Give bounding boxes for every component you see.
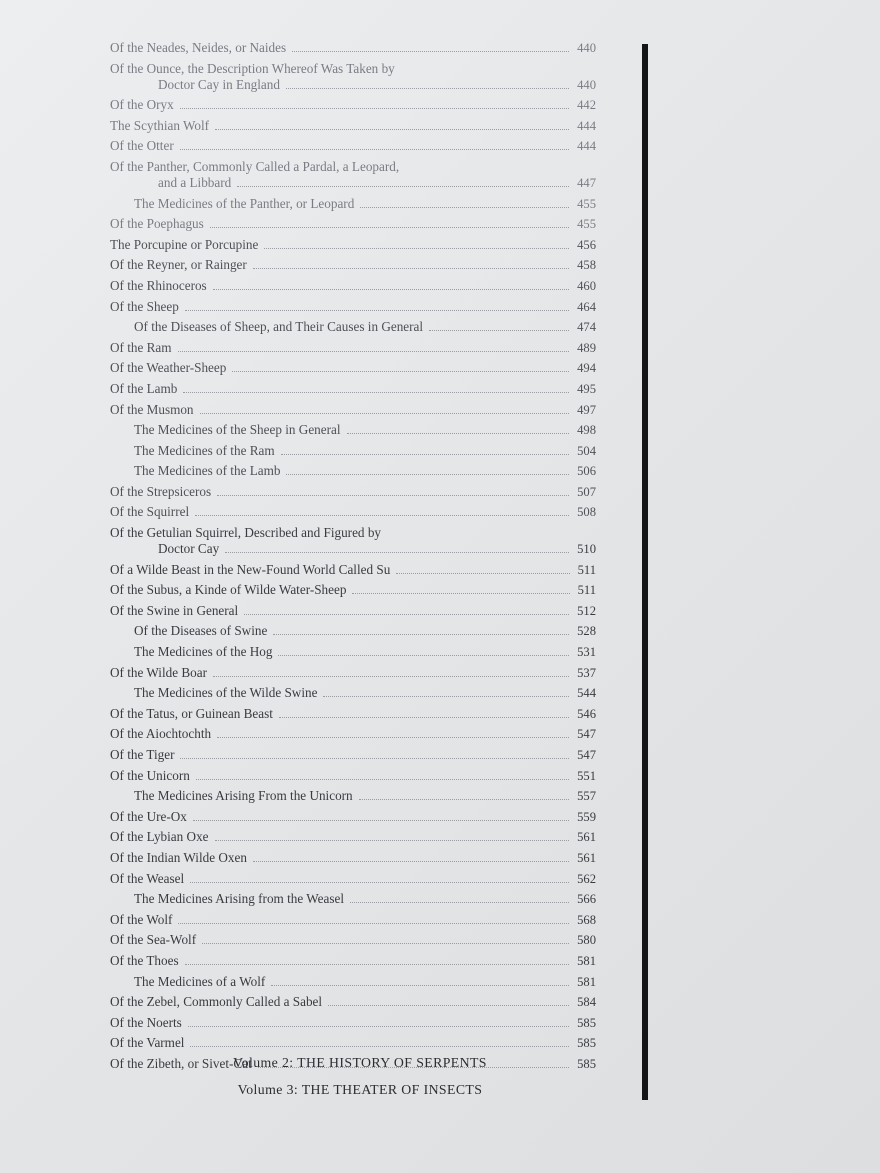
toc-entry-page: 547 — [577, 727, 596, 742]
dot-leader — [180, 758, 569, 759]
dot-leader — [273, 634, 569, 635]
dot-leader — [359, 799, 569, 800]
toc-entry — [110, 463, 610, 479]
toc-entry-page: 444 — [577, 118, 596, 133]
toc-entry — [110, 525, 610, 557]
toc-entry-page: 440 — [577, 77, 596, 92]
toc-entry-title — [110, 278, 556, 294]
toc-entry-title — [110, 953, 556, 969]
toc-entry — [110, 768, 610, 784]
toc-entry-page: 494 — [577, 361, 596, 376]
toc-entry-page: 464 — [577, 299, 596, 314]
dot-leader — [215, 129, 569, 130]
toc-entry-title-line: Of the Neades, Neides, or Naides — [110, 40, 287, 55]
toc-entry — [110, 644, 610, 660]
dot-leader — [286, 474, 569, 475]
toc-entry-page: 498 — [577, 423, 596, 438]
toc-entry — [110, 159, 610, 191]
toc-entry-title — [110, 257, 556, 273]
dot-leader — [264, 248, 569, 249]
toc-entry — [110, 788, 610, 804]
toc-entry-title-line: Of the Ounce, the Description Whereof Was Taken by — [110, 60, 395, 76]
toc-entry-title — [110, 484, 556, 500]
toc-entry-page: 580 — [577, 933, 596, 948]
toc-entry — [110, 623, 610, 639]
dot-leader — [210, 227, 569, 228]
toc-entry-title-line: Of the Subus, a Kinde of Wilde Water-Sheep — [110, 582, 347, 598]
toc-entry-title — [110, 994, 556, 1010]
dot-leader — [190, 882, 569, 883]
toc-entry — [110, 809, 610, 825]
toc-entry-page: 510 — [577, 542, 596, 557]
dot-leader — [188, 1026, 569, 1027]
toc-entry-page: 584 — [577, 995, 596, 1010]
dot-leader — [185, 964, 569, 965]
toc-entry-title-continuation: and a Libbard — [158, 174, 232, 190]
toc-entry-title — [110, 40, 556, 56]
dot-leader — [185, 310, 569, 311]
toc-entry — [110, 118, 610, 134]
toc-entry — [110, 932, 610, 948]
toc-entry-page: 455 — [577, 217, 596, 232]
toc-entry — [110, 1035, 610, 1051]
dot-leader — [225, 552, 569, 553]
toc-entry-title-line: Of the Tatus, or Guinean Beast — [110, 705, 273, 721]
toc-entry — [110, 665, 610, 681]
toc-entry-page: 562 — [577, 871, 596, 886]
toc-entry-title-line: Of the Panther, Commonly Called a Pardal, a Leopard, — [110, 158, 400, 174]
toc-entry-title — [110, 360, 556, 376]
toc-entry-title — [110, 871, 556, 887]
toc-entry-title-line: Of the Tiger — [110, 747, 175, 762]
dot-leader — [217, 737, 569, 738]
toc-entry-page: 585 — [577, 1056, 596, 1071]
toc-entry-page: 568 — [577, 912, 596, 927]
toc-entry-title-line: Of the Swine in General — [110, 602, 239, 618]
toc-entry-title — [110, 768, 556, 784]
toc-entry-page: 544 — [577, 686, 596, 701]
toc-entry-title — [110, 932, 556, 948]
toc-entry — [110, 953, 610, 969]
toc-entry-title-line: The Medicines of the Ram — [134, 442, 275, 458]
toc-entry-page: 559 — [577, 809, 596, 824]
toc-entry-title-line: Of the Unicorn — [110, 767, 190, 783]
toc-entry — [110, 974, 610, 990]
toc-entry-title-line: Of the Sea-Wolf — [110, 932, 197, 948]
toc-entry — [110, 1015, 610, 1031]
toc-entry-title-line: Of the Noerts — [110, 1014, 182, 1030]
dot-leader — [360, 207, 569, 208]
toc-entry-title-line: The Medicines of the Hog — [134, 644, 273, 660]
toc-entry-title-line: Of the Indian Wilde Oxen — [110, 849, 247, 865]
toc-entry-title — [110, 912, 556, 928]
toc-entry — [110, 422, 610, 438]
toc-entry — [110, 40, 610, 56]
toc-entry-title-line: Of the Strepsiceros — [110, 483, 212, 499]
toc-entry-title — [110, 582, 556, 598]
toc-entry-title-continuation: Doctor Cay in England — [158, 76, 280, 92]
toc-entry-title-line: The Medicines of the Sheep in General — [134, 422, 341, 438]
vertical-rule — [642, 44, 648, 1100]
toc-entry-title-line: Of the Otter — [110, 138, 174, 154]
toc-entry-title-line: Of a Wilde Beast in the New-Found World Called Su — [110, 561, 391, 577]
dot-leader — [281, 454, 569, 455]
toc-entry-title-line: Of the Lamb — [110, 380, 178, 396]
toc-entry — [110, 216, 610, 232]
toc-entry-page: 585 — [577, 1015, 596, 1030]
toc-entry-title — [110, 402, 556, 418]
toc-entry-title — [110, 891, 556, 907]
toc-entry — [110, 402, 610, 418]
toc-entry — [110, 360, 610, 376]
toc-entry-title-line: Of the Squirrel — [110, 504, 190, 520]
toc-entry-page: 512 — [577, 603, 596, 618]
toc-entry-title — [110, 443, 556, 459]
table-of-contents — [110, 40, 610, 1077]
toc-entry — [110, 850, 610, 866]
toc-entry-title-line: Of the Musmon — [110, 401, 194, 417]
dot-leader — [244, 614, 569, 615]
dot-leader — [237, 186, 569, 187]
dot-leader — [286, 88, 569, 89]
toc-entry-title-line: The Medicines Arising From the Unicorn — [134, 788, 353, 804]
toc-entry-title — [110, 562, 556, 578]
toc-entry-page: 504 — [577, 443, 596, 458]
toc-entry-title — [110, 829, 556, 845]
toc-entry-page: 447 — [577, 175, 596, 190]
toc-entry-page: 585 — [577, 1036, 596, 1051]
toc-entry-page: 507 — [577, 484, 596, 499]
dot-leader — [213, 676, 569, 677]
toc-entry-title — [110, 1015, 556, 1031]
toc-entry-title-line: Of the Ram — [110, 339, 172, 355]
dot-leader — [180, 149, 569, 150]
toc-entry-page: 531 — [577, 645, 596, 660]
toc-entry-title-line: The Scythian Wolf — [110, 117, 210, 133]
toc-entry — [110, 994, 610, 1010]
toc-entry-title — [110, 138, 556, 154]
toc-entry — [110, 685, 610, 701]
toc-entry — [110, 726, 610, 742]
toc-entry — [110, 747, 610, 763]
toc-entry-page: 551 — [577, 768, 596, 783]
toc-entry-title-line: Of the Ure-Ox — [110, 808, 187, 824]
toc-entry-title — [110, 299, 556, 315]
dot-leader — [202, 943, 569, 944]
dot-leader — [213, 289, 569, 290]
toc-entry — [110, 381, 610, 397]
dot-leader — [347, 433, 570, 434]
dot-leader — [292, 51, 569, 52]
toc-entry — [110, 504, 610, 520]
dot-leader — [190, 1046, 569, 1047]
toc-entry-page: 456 — [577, 237, 596, 252]
toc-entry-title-line: The Porcupine or Porcupine — [110, 236, 259, 252]
toc-entry-title — [110, 319, 556, 335]
dot-leader — [352, 593, 569, 594]
dot-leader — [253, 861, 569, 862]
volume-list — [110, 1055, 610, 1109]
dot-leader — [350, 902, 569, 903]
toc-entry-page: 581 — [577, 974, 596, 989]
toc-entry-title — [110, 504, 556, 520]
toc-entry-title — [110, 603, 556, 619]
toc-entry-title — [110, 747, 556, 763]
toc-entry-title-line: The Medicines of a Wolf — [134, 973, 266, 989]
dot-leader — [271, 985, 569, 986]
dot-leader — [183, 392, 569, 393]
toc-entry-title-line: Of the Wilde Boar — [110, 664, 208, 680]
dot-leader — [178, 923, 569, 924]
toc-entry-title-line: Of the Getulian Squirrel, Described and Figured by — [110, 525, 382, 541]
toc-entry-page: 566 — [577, 892, 596, 907]
toc-entry-title-line: Of the Rhinoceros — [110, 277, 207, 293]
toc-entry-title-line: Of the Lybian Oxe — [110, 829, 209, 845]
toc-entry-page: 455 — [577, 196, 596, 211]
toc-entry-page: 489 — [577, 340, 596, 355]
dot-leader — [232, 371, 569, 372]
toc-entry-page: 546 — [577, 706, 596, 721]
toc-entry — [110, 97, 610, 113]
toc-entry-page: 497 — [577, 402, 596, 417]
toc-entry-page: 537 — [577, 665, 596, 680]
toc-entry — [110, 871, 610, 887]
toc-entry-title-line: Of the Poephagus — [110, 216, 204, 232]
toc-entry-title — [110, 788, 556, 804]
toc-entry — [110, 61, 610, 93]
dot-leader — [279, 717, 569, 718]
toc-entry-title — [110, 623, 556, 639]
toc-entry-title — [110, 974, 556, 990]
toc-entry — [110, 257, 610, 273]
toc-entry-page: 508 — [577, 505, 596, 520]
toc-entry-title-line: Of the Weasel — [110, 870, 185, 886]
toc-entry-title-line: Of the Sheep — [110, 298, 179, 314]
toc-entry-title-line: The Medicines of the Panther, or Leopard — [134, 195, 355, 211]
toc-entry — [110, 237, 610, 253]
toc-entry-title-line: Of the Reyner, or Rainger — [110, 257, 247, 273]
toc-entry — [110, 603, 610, 619]
toc-entry-title-line: Of the Diseases of Swine — [134, 623, 268, 639]
toc-entry-title-line: The Medicines of the Wilde Swine — [134, 685, 318, 701]
toc-entry-title — [110, 381, 556, 397]
toc-entry-page: 557 — [577, 789, 596, 804]
toc-entry-title-line: Of the Aiochtochth — [110, 726, 212, 742]
toc-entry — [110, 582, 610, 598]
toc-entry — [110, 319, 610, 335]
toc-entry-page: 561 — [577, 850, 596, 865]
dot-leader — [217, 495, 569, 496]
toc-entry-title-line: The Medicines Arising from the Weasel — [134, 891, 345, 907]
dot-leader — [323, 696, 569, 697]
toc-entry-page: 440 — [577, 41, 596, 55]
toc-entry-page: 561 — [577, 830, 596, 845]
toc-entry-title-line: The Medicines of the Lamb — [134, 463, 281, 479]
toc-entry — [110, 829, 610, 845]
toc-entry-title-line: Of the Zebel, Commonly Called a Sabel — [110, 994, 323, 1010]
dot-leader — [200, 413, 570, 414]
volume-3-heading: Volume 3: THE THEATER OF INSECTS — [237, 1082, 483, 1097]
toc-entry-title-line: Of the Weather-Sheep — [110, 360, 227, 376]
dot-leader — [180, 108, 569, 109]
toc-entry — [110, 196, 610, 212]
toc-entry-title-line: Of the Thoes — [110, 952, 179, 968]
toc-entry-title — [110, 196, 556, 212]
toc-entry — [110, 340, 610, 356]
dot-leader — [178, 351, 570, 352]
toc-entry — [110, 706, 610, 722]
toc-entry-title — [110, 463, 556, 479]
toc-entry-title-line: Of the Oryx — [110, 97, 174, 113]
toc-entry-page: 528 — [577, 624, 596, 639]
toc-entry-title-line: Of the Zibeth, or Sivet-Cat — [110, 1055, 252, 1071]
toc-entry-title — [110, 216, 556, 232]
toc-entry — [110, 278, 610, 294]
toc-entry-title-line: Of the Diseases of Sheep, and Their Causes in General — [134, 319, 424, 335]
toc-entry-page: 511 — [577, 562, 596, 577]
toc-entry-title — [110, 97, 556, 113]
toc-entry-page: 458 — [577, 258, 596, 273]
toc-entry — [110, 562, 610, 578]
toc-entry — [110, 891, 610, 907]
toc-entry-title — [110, 118, 556, 134]
toc-entry-title — [110, 644, 556, 660]
toc-entry-title — [110, 237, 556, 253]
dot-leader — [215, 840, 570, 841]
toc-entry-page: 460 — [577, 278, 596, 293]
toc-entry-title-line: Of the Wolf — [110, 911, 173, 927]
toc-entry-title-continuation: Doctor Cay — [158, 541, 220, 557]
toc-entry-title — [110, 340, 556, 356]
toc-entry-page: 495 — [577, 381, 596, 396]
toc-entry-page: 444 — [577, 139, 596, 154]
dot-leader — [253, 268, 569, 269]
toc-entry-title — [110, 726, 556, 742]
dot-leader — [193, 820, 569, 821]
toc-entry-title-line: Of the Varmel — [110, 1035, 185, 1051]
toc-entry-title — [110, 665, 556, 681]
toc-entry-page: 511 — [577, 583, 596, 598]
dot-leader — [328, 1005, 569, 1006]
toc-entry-page: 547 — [577, 748, 596, 762]
dot-leader — [195, 515, 569, 516]
toc-entry — [110, 138, 610, 154]
toc-entry-title — [110, 706, 556, 722]
toc-entry — [110, 299, 610, 315]
toc-entry — [110, 912, 610, 928]
toc-entry-page: 442 — [577, 98, 596, 113]
volume-2-heading: Volume 2: THE HISTORY OF SERPENTS — [233, 1055, 487, 1070]
toc-entry-title — [110, 809, 556, 825]
dot-leader — [396, 573, 569, 574]
toc-entry-title — [110, 685, 556, 701]
toc-entry-title — [110, 850, 556, 866]
toc-entry-page: 474 — [577, 320, 596, 335]
dot-leader — [429, 330, 569, 331]
dot-leader — [278, 655, 569, 656]
toc-entry-page: 506 — [577, 464, 596, 479]
toc-entry-page: 581 — [577, 953, 596, 968]
toc-entry — [110, 443, 610, 459]
toc-entry-title — [110, 1035, 556, 1051]
dot-leader — [196, 779, 569, 780]
toc-entry-title — [110, 422, 556, 438]
toc-entry — [110, 484, 610, 500]
